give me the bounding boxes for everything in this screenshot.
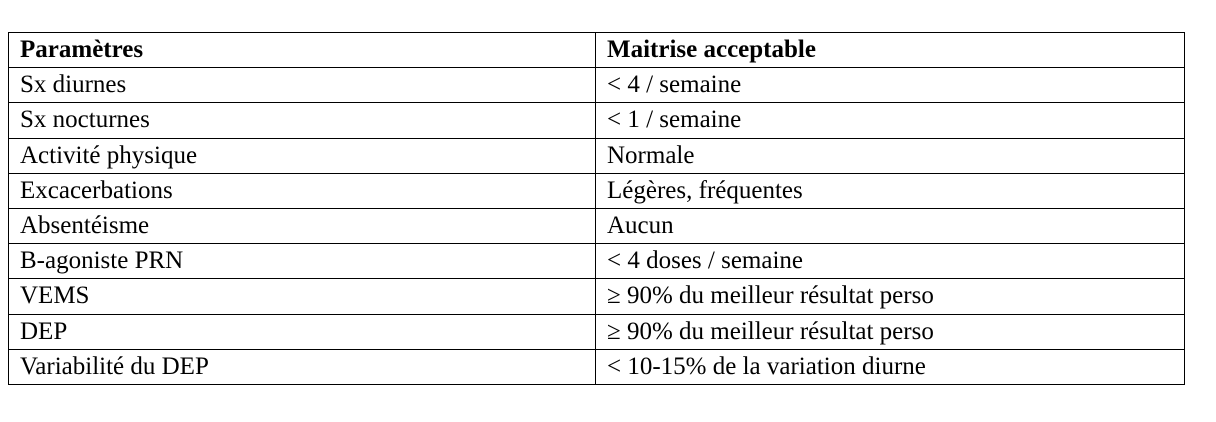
table-row (9, 208, 1185, 243)
param-cell: B-agoniste PRN (9, 244, 596, 279)
value-cell: Légères, fréquentes (596, 173, 1185, 208)
value-cell: Aucun (596, 208, 1185, 243)
table-row (9, 244, 1185, 279)
table-row (9, 349, 1185, 384)
param-cell: Variabilité du DEP (9, 349, 596, 384)
value-cell: < 10-15% de la variation diurne (596, 349, 1185, 384)
header-maitrise-acceptable: Maitrise acceptable (596, 33, 1185, 68)
asthma-control-table-container (8, 32, 1184, 385)
value-cell: Normale (596, 138, 1185, 173)
param-cell: DEP (9, 314, 596, 349)
table-row (9, 138, 1185, 173)
value-cell: < 4 / semaine (596, 68, 1185, 103)
table-row (9, 279, 1185, 314)
param-cell: Excacerbations (9, 173, 596, 208)
table-row (9, 314, 1185, 349)
param-cell: Sx nocturnes (9, 103, 596, 138)
header-parametres: Paramètres (9, 33, 596, 68)
value-cell: < 1 / semaine (596, 103, 1185, 138)
param-cell: Sx diurnes (9, 68, 596, 103)
value-cell: < 4 doses / semaine (596, 244, 1185, 279)
table-row (9, 173, 1185, 208)
asthma-control-table (8, 32, 1185, 385)
table-header-row (9, 33, 1185, 68)
value-cell: ≥ 90% du meilleur résultat perso (596, 279, 1185, 314)
table-row (9, 68, 1185, 103)
param-cell: Activité physique (9, 138, 596, 173)
value-cell: ≥ 90% du meilleur résultat perso (596, 314, 1185, 349)
param-cell: Absentéisme (9, 208, 596, 243)
table-row (9, 103, 1185, 138)
param-cell: VEMS (9, 279, 596, 314)
